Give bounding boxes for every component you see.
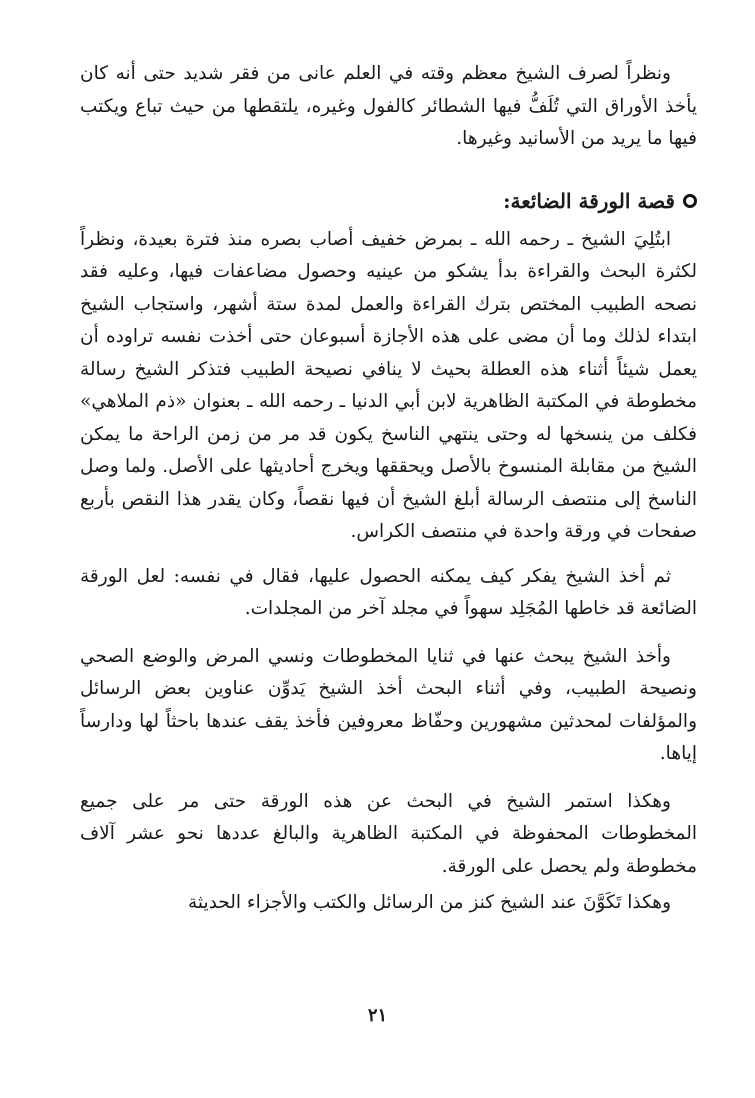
bullet-ring-icon [683,194,697,208]
paragraph-treasure: وهكذا تَكَوَّنَ عند الشيخ كنز من الرسائل والكتب والأجزاء الحديثة [187,892,671,913]
paragraph-intro: ونظراً لصرف الشيخ معظم وقته في العلم عانى من فقر شديد حتى أنه كان يأخذ الأوراق التي تُلَفُّ فيها الشطائر كالفول وغيره، يلتقطها من حيث تباع ويكتب فيها ما يريد من الأسانيد وغيرها. [80,63,697,149]
paragraph-searching: وأخذ الشيخ يبحث عنها في ثنايا المخطوطات ونسي المرض والوضع الصحي ونصيحة الطبيب، وفي أثناء البحث أخذ الشيخ يَدوِّن عناوين بعض الرسائل والمؤلفات لمحدثين مشهورين وحفّاظ معروفين فأخذ يقف عندها باحثاً لها ودارساً إياها. [80,645,697,764]
page-number: ٢١ [367,1005,388,1026]
page-body [80,58,697,920]
section-heading [80,186,697,216]
section-heading-text: قصة الورقة الضائعة: [503,188,675,213]
paragraph-thinking: ثم أخذ الشيخ يفكر كيف يمكنه الحصول عليها، فقال في نفسه: لعل الورقة الضائعة قد خاطها المُجَلِد سهواً في مجلد آخر من المجلدات. [80,565,697,619]
paragraph-story: ابتُلِيَ الشيخ ـ رحمه الله ـ بمرض خفيف أصاب بصره منذ فترة بعيدة، ونظراً لكثرة البحث والقراءة بدأ يشكو من عينيه وحصول مضاعفات فيها، وعليه فقد نصحه الطبيب المختص بترك القراءة والعمل لمدة ستة أشهر، واستجاب الشيخ ابتداء لذلك وما أن مضى على هذه الأجازة أسبوعان حتى أخذت نفسه تراوده أن يعمل شيئاً أثناء هذه العطلة بحيث لا ينافي نصيحة الطبيب فتذكر الشيخ رسالة مخطوطة في المكتبة الظاهرية لابن أبي الدنيا ـ رحمه الله ـ بعنوان «ذم الملاهي» فكلف من ينسخها له وحتى ينتهي الناسخ يكون قد مر من زمن الراحة ما يمكن الشيخ من مقابلة المنسوخ بالأصل ويحققها ويخرج أحاديثها على الأصل. ولما وصل الناسخ إلى منتصف الرسالة أبلغ الشيخ أن فيها نقصاً، وكان يقدر هذا النقص بأربع صفحات في ورقة واحدة في منتصف الكراس. [80,228,697,542]
paragraph-continued: وهكذا استمر الشيخ في البحث عن هذه الورقة حتى مر على جميع المخطوطات المحفوظة في المكتبة الظاهرية والبالغ عددها نحو عشر آلاف مخطوطة ولم يحصل على الورقة. [80,790,697,877]
